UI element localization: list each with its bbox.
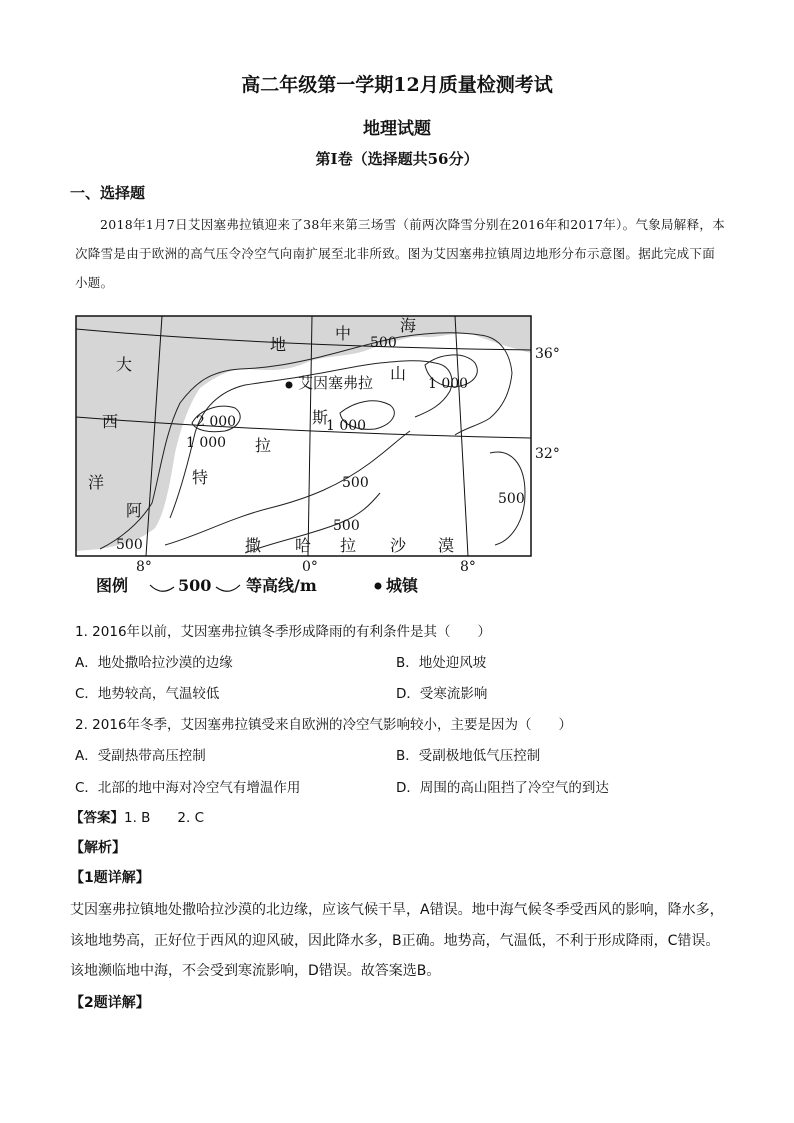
label-sahara-3: 拉 — [340, 536, 357, 555]
legend-town-label: 城镇 — [386, 576, 419, 595]
legend-contour-line-right — [216, 585, 240, 591]
q1-option-d: D．受寒流影响 — [396, 686, 488, 702]
label-med-3: 海 — [400, 316, 417, 335]
contour-label-500-right: 500 — [498, 491, 525, 507]
detail-1-label: 【1题详解】 — [70, 870, 150, 886]
lat-label-32: 32° — [535, 446, 560, 462]
contour-label-1000-mid: 1 000 — [326, 418, 367, 434]
legend-contour-label: 等高线/m — [246, 576, 317, 595]
q1-option-a: A．地处撒哈拉沙漠的边缘 — [75, 655, 233, 671]
contour-label-2000: 2 000 — [196, 414, 237, 430]
label-atlas-2: 特 — [192, 468, 209, 487]
q2-option-a: A．受副热带高压控制 — [75, 748, 206, 764]
subject-title: 地理试题 — [363, 119, 431, 139]
label-atlas-3: 拉 — [255, 436, 272, 455]
town-marker — [286, 382, 293, 389]
town-label: 艾因塞弗拉 — [298, 374, 374, 392]
contour-label-500-mid: 500 — [342, 475, 369, 491]
lon-label-0: 0° — [302, 559, 318, 575]
contour-label-500-left: 500 — [116, 537, 143, 553]
q2-option-c: C．北部的地中海对冷空气有增温作用 — [75, 780, 301, 796]
label-atlantic-3: 洋 — [88, 473, 105, 492]
label-sahara-4: 沙 — [390, 536, 407, 555]
label-sahara-5: 漠 — [438, 536, 455, 555]
answer-text: 1. B 2. C — [124, 810, 205, 826]
detail-1-text: 艾因塞弗拉镇地处撒哈拉沙漠的北边缘，应该气候干旱，A错误。地中海气候冬季受西风的影响，降水多，该地地势高，正好位于西风的迎风破，因此降水多，B正确。地势高，气温低，不利于形成降雨，C错误。该地濒临地中海，不会受到寒流影响，D错误。故答案选B。 — [70, 902, 724, 979]
answer-line — [70, 806, 204, 826]
q1-option-b: B．地处迎风坡 — [396, 655, 487, 671]
intro-paragraph: 2018年1月7日艾因塞弗拉镇迎来了38年来第三场雪（前两次降雪分别在2016年和2017年）。气象局解释，本次降雪是由于欧洲的高气压令冷空气向南扩展至北非所致。图为艾因塞弗拉镇周边地形分布示意图。据此完成下面小题。 — [75, 217, 725, 290]
label-med-1: 地 — [270, 335, 287, 354]
label-atlas-4: 斯 — [312, 408, 329, 427]
label-atlantic-1: 大 — [116, 355, 133, 374]
legend-contour-value: 500 — [178, 576, 212, 595]
contour-label-500-bottom: 500 — [333, 518, 360, 534]
question-1-stem: 1. 2016年以前，艾因塞弗拉镇冬季形成降雨的有利条件是其（ ） — [75, 624, 492, 640]
detail-2-label: 【2题详解】 — [70, 995, 150, 1011]
label-atlantic-2: 西 — [102, 412, 119, 431]
lat-label-36: 36° — [535, 346, 560, 362]
legend-town-marker — [375, 583, 382, 590]
exam-title: 高二年级第一学期12月质量检测考试 — [241, 74, 553, 96]
question-2-stem: 2. 2016年冬季，艾因塞弗拉镇受来自欧洲的冷空气影响较小，主要是因为（ ） — [75, 717, 573, 733]
contour-label-1000-right: 1 000 — [428, 376, 469, 392]
contour-label-1000-left: 1 000 — [186, 435, 227, 451]
label-med-2: 中 — [335, 324, 352, 343]
answer-label: 【答案】 — [70, 810, 124, 826]
lon-label-e8: 8° — [460, 559, 476, 575]
q2-option-d: D．周围的高山阻挡了冷空气的到达 — [396, 780, 609, 796]
terrain-map — [70, 313, 560, 603]
label-atlas-1: 阿 — [126, 501, 143, 520]
section-heading: 一、选择题 — [70, 184, 146, 202]
q2-option-b: B．受副极地低气压控制 — [396, 748, 541, 764]
label-atlas-5: 山 — [390, 364, 407, 383]
legend-title: 图例 — [96, 576, 129, 595]
label-sahara-1: 撒 — [245, 536, 262, 555]
legend-contour-line-left — [150, 585, 174, 591]
analysis-label: 【解析】 — [70, 840, 126, 856]
lon-label-w8: 8° — [136, 559, 152, 575]
contour-label-500-top: 500 — [370, 335, 397, 351]
label-sahara-2: 哈 — [295, 536, 312, 555]
volume-title: 第Ⅰ卷（选择题共56分） — [315, 150, 479, 168]
q1-option-c: C．地势较高，气温较低 — [75, 686, 220, 702]
